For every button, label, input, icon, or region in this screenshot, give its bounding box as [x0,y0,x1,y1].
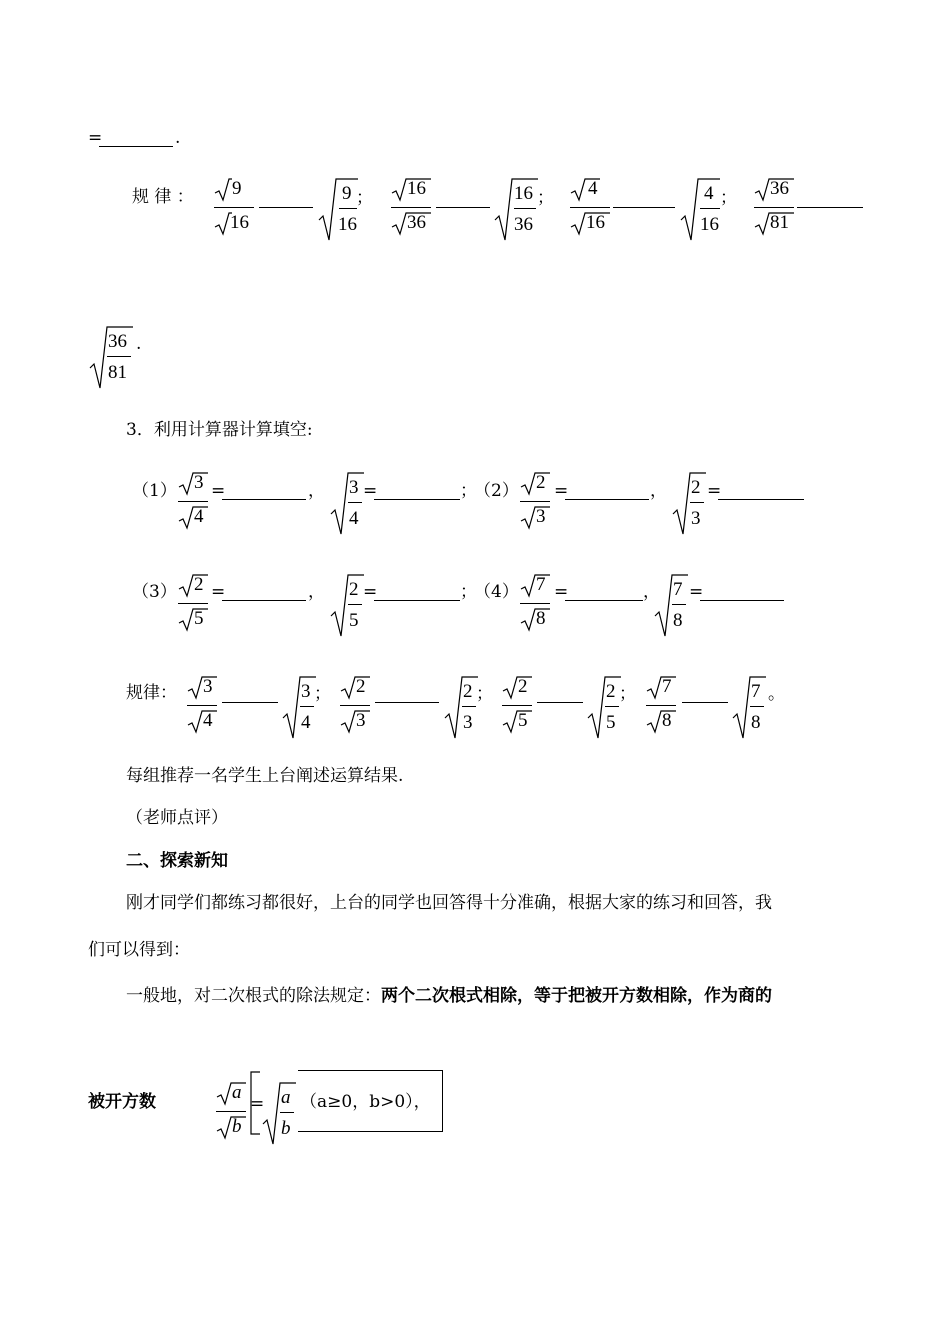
sqrt-sign [732,676,766,740]
numerator: 16 [407,178,426,199]
rule-label: 规律： [126,683,177,703]
fraction-bar [348,502,362,503]
equals-sign: = [363,582,378,602]
equals-sign: = [554,481,569,501]
denominator: 5 [194,608,204,629]
answer-blank [613,207,675,208]
semicolon: ； [460,481,477,501]
fraction-sqrt9-over-sqrt16 [214,176,256,242]
sqrt-sign [672,472,706,536]
numerator: 36 [770,178,789,199]
fraction-sqrt7-over-sqrt8 [520,572,554,638]
answer-blank [436,207,490,208]
fraction-bar [216,1111,246,1112]
denominator: 4 [301,712,311,733]
fraction-bar [672,604,686,605]
paragraph-line: 们可以得到： [88,940,190,960]
denominator: 16 [586,212,605,233]
recommend-text: 每组推荐一名学生上台阐述运算结果. [126,766,404,786]
fraction-bar [502,705,532,706]
comma: ， [650,481,667,501]
fraction-bar [520,603,550,604]
answer-blank [374,499,460,500]
item-label-1: （1） [132,481,177,501]
comma: ， [308,481,325,501]
fraction-bar [340,705,370,706]
fraction-bar [300,706,314,707]
equals-sign: = [211,582,226,602]
item-label-4: （4） [474,582,519,602]
semicolon: ； [356,188,373,208]
answer-blank [700,600,784,601]
equals-sign: = [88,128,103,148]
answer-blank [259,207,313,208]
fraction-bar [187,705,217,706]
numerator: 2 [518,676,528,697]
fraction-sqrt-a-over-sqrt-b [216,1080,250,1146]
equals-sign: = [211,481,226,501]
numerator: 2 [463,681,473,702]
equals-sign: = [363,481,378,501]
section-3-title: 3．利用计算器计算填空: [126,420,313,440]
section-heading: 二、探索新知 [126,851,228,871]
numerator: 7 [662,676,672,697]
semicolon: ； [619,684,636,704]
fraction-bar [178,501,208,502]
sqrt-of-fraction-7-8 [654,574,688,640]
denominator: b [281,1118,291,1139]
denominator: 3 [691,508,701,529]
fraction-bar [339,208,357,209]
denominator: b [232,1116,242,1137]
fraction-sqrt16-over-sqrt36 [391,176,433,242]
answer-blank [718,499,804,500]
fraction-bar [280,1112,294,1113]
sqrt-of-fraction-2-5 [587,676,621,742]
denominator: 5 [349,610,359,631]
numerator: a [281,1087,291,1108]
denominator: 16 [338,214,357,235]
fraction-bar [462,706,476,707]
answer-blank [797,207,863,208]
fraction-bar [690,502,704,503]
numerator: 3 [203,676,213,697]
sqrt-of-fraction-16-36 [494,178,538,244]
equals-sign: = [250,1094,265,1114]
item-label-3: （3） [132,582,177,602]
numerator: 9 [232,178,242,199]
denominator: 5 [606,712,616,733]
equals-sign: = [689,582,704,602]
answer-blank [222,702,278,703]
formula-condition: （a≥0，b>0）， [300,1092,431,1112]
fraction-bar [178,603,208,604]
denominator: 8 [673,610,683,631]
fraction-sqrt2-over-sqrt5 [502,674,536,740]
denominator: 5 [518,710,528,731]
fraction-bar [391,207,431,208]
item-label-2: （2） [474,481,519,501]
period: 。 [768,684,785,704]
fraction-sqrt3-over-sqrt4 [187,674,221,740]
sqrt-of-fraction-4-16 [680,178,720,244]
denominator: 3 [536,506,546,527]
sqrt-sign [654,574,688,638]
numerator: 3 [194,472,204,493]
fraction-bar [520,501,550,502]
rule-statement-plain: 一般地，对二次根式的除法规定： [126,986,381,1006]
fraction-sqrt7-over-sqrt8 [646,674,680,740]
sqrt-sign [262,1082,296,1146]
numerator: 2 [356,676,366,697]
numerator: 7 [751,681,761,702]
denominator: 16 [700,214,719,235]
semicolon: ； [537,188,554,208]
answer-blank [565,600,643,601]
answer-blank [222,499,306,500]
numerator: 16 [514,183,533,204]
answer-blank [375,702,439,703]
denominator: 4 [203,710,213,731]
numerator: 3 [301,681,311,702]
fraction-bar [214,207,254,208]
fraction-bar [754,207,794,208]
answer-blank [222,600,306,601]
numerator: 36 [108,331,127,352]
paragraph-line: 被开方数 [88,1092,156,1112]
period: . [175,128,181,148]
numerator: 2 [691,477,701,498]
denominator: 81 [108,362,127,383]
numerator: 2 [536,472,546,493]
denominator: 16 [230,212,249,233]
sqrt-sign [330,574,364,638]
semicolon: ； [460,582,477,602]
fraction-sqrt2-over-sqrt3 [340,674,374,740]
numerator: 7 [536,574,546,595]
sqrt-of-fraction-7-8 [732,676,766,742]
sqrt-of-fraction-3-4 [330,472,364,538]
numerator: 3 [349,477,359,498]
paragraph-line: 刚才同学们都练习都很好，上台的同学也回答得十分准确，根据大家的练习和回答，我 [126,893,772,913]
denominator: 3 [463,712,473,733]
semicolon: ； [476,684,493,704]
fraction-bar [605,706,619,707]
sqrt-sign [214,178,232,202]
rule-statement [126,986,772,1006]
fraction-bar [646,705,676,706]
sqrt-sign [444,676,478,740]
fraction-sqrt4-over-sqrt16 [570,176,612,242]
sqrt-of-fraction-2-3 [672,472,706,538]
denominator: 81 [770,212,789,233]
numerator: a [232,1082,242,1103]
fraction-bar [570,207,610,208]
fraction-sqrt36-over-sqrt81 [754,176,796,242]
answer-blank [374,600,460,601]
comma: ， [643,582,660,602]
semicolon: ； [720,188,737,208]
numerator: 4 [704,183,714,204]
sqrt-sign [587,676,621,740]
sqrt-of-fraction-2-3 [444,676,478,742]
sqrt-of-fraction-a-b [262,1082,296,1148]
denominator: 4 [349,508,359,529]
fraction-bar [750,706,764,707]
equals-sign: = [707,481,722,501]
numerator: 4 [588,178,598,199]
fraction-bar [700,208,720,209]
answer-blank [99,146,173,147]
denominator: 36 [407,212,426,233]
rule-label: 规 律 ： [132,187,194,207]
semicolon: ； [314,684,331,704]
sqrt-of-fraction-9-16 [318,178,358,244]
fraction-sqrt2-over-sqrt5 [178,572,212,638]
sqrt-of-fraction-2-5 [330,574,364,640]
fraction-bar [348,604,362,605]
denominator: 36 [514,214,533,235]
numerator: 7 [673,579,683,600]
denominator: 4 [194,506,204,527]
answer-blank [565,499,649,500]
answer-blank [682,702,728,703]
fraction-bar [514,208,536,209]
rule-statement-bold: 两个二次根式相除，等于把被开方数相除，作为商的 [381,986,772,1006]
numerator: 2 [194,574,204,595]
teacher-comment: （老师点评） [126,808,228,828]
equals-sign: = [554,582,569,602]
comma: ， [308,582,325,602]
numerator: 2 [349,579,359,600]
answer-blank [537,702,583,703]
numerator: 2 [606,681,616,702]
denominator: 3 [356,710,366,731]
fraction-bar [107,356,131,357]
denominator: 8 [662,710,672,731]
sqrt-of-fraction-36-81 [89,326,133,392]
denominator: 8 [536,608,546,629]
denominator: 8 [751,712,761,733]
sqrt-of-fraction-3-4 [282,676,316,742]
fraction-sqrt2-over-sqrt3 [520,470,554,536]
period: . [136,334,142,354]
fraction-sqrt3-over-sqrt4 [178,470,212,536]
numerator: 9 [342,183,352,204]
